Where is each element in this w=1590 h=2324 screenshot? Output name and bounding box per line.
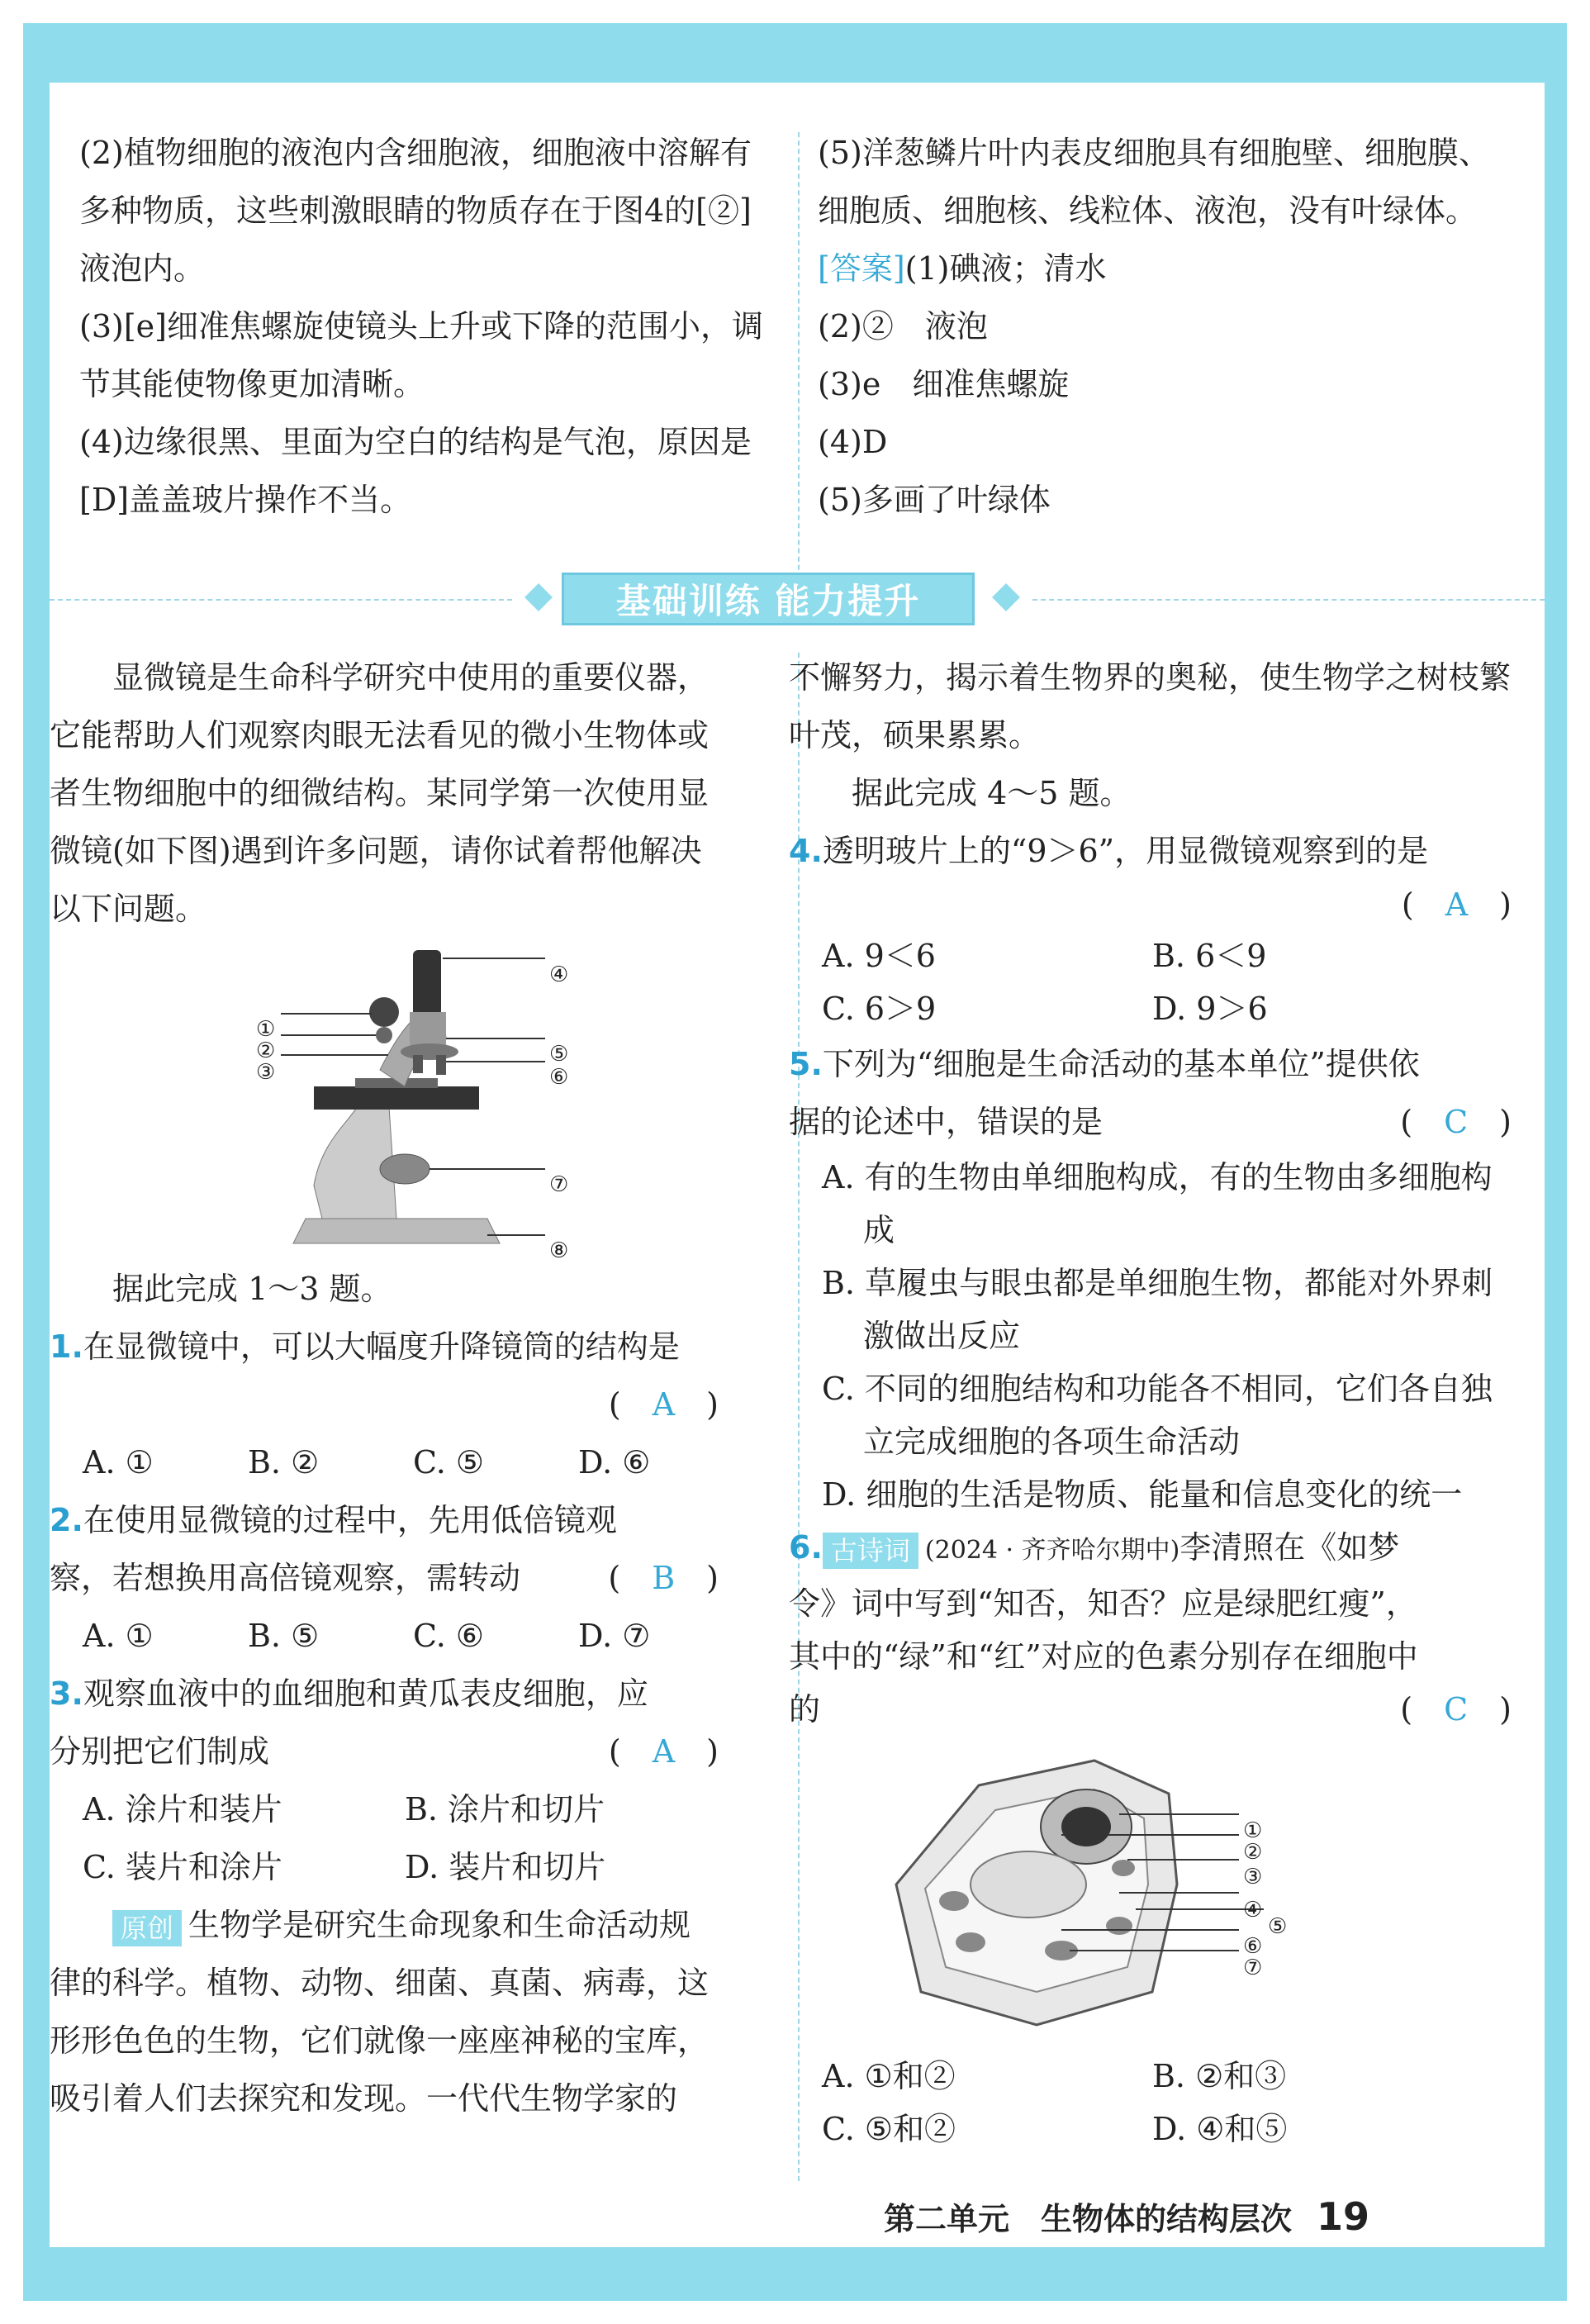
- lead-4-5: 据此完成 4～5 题。: [852, 775, 1132, 811]
- explanation-5: (5)洋葱鳞片叶内表皮细胞具有细胞壁、细胞膜、细胞质、细胞核、线粒体、液泡，没有叶绿体。: [818, 135, 1490, 229]
- left-top-column: [79, 124, 765, 529]
- page-footer: [884, 2193, 1369, 2239]
- answer-3: (3)e 细准焦螺旋: [818, 366, 1070, 402]
- option-5c: C. 不同的细胞结构和功能各不相同，它们各自独立完成细胞的各项生命活动: [822, 1371, 1493, 1460]
- poem-tag: 古诗词: [823, 1533, 918, 1569]
- question-2: 2.在使用显微镜的过程中，先用低倍镜观察，若想换用高倍镜观察，需转动 ( B ): [50, 1491, 719, 1607]
- answer-2: (2)② 液泡: [818, 308, 988, 345]
- cell-figure: [789, 1744, 1512, 2050]
- explanation-3: (3)[e]细准焦螺旋使镜头上升或下降的范围小，调节其能使物像更加清晰。: [79, 308, 763, 402]
- options-q5: [789, 1151, 1512, 1521]
- option-5d: D. 细胞的生活是物质、能量和信息变化的统一: [822, 1476, 1463, 1513]
- answer-5: (5)多画了叶绿体: [818, 482, 1051, 518]
- options-q1: A. ① B. ② C. ⑤ D. ⑥: [83, 1444, 651, 1480]
- column-divider-top: [798, 132, 800, 595]
- options-q4: A. 9＜6 B. 6＜9 C. 6＞9 D. 9＞6: [822, 938, 1268, 1027]
- diamond-icon: [992, 583, 1020, 611]
- page-number: 19: [1317, 2194, 1370, 2239]
- microscope-label-3: ③: [256, 1060, 276, 1085]
- question-5: 5.下列为“细胞是生命活动的基本单位”提供依据的论述中，错误的是 ( C ): [789, 1035, 1512, 1151]
- cell-label-4: ④: [1243, 1898, 1263, 1922]
- option-5b: B. 草履虫与眼虫都是单细胞生物，都能对外界刺激做出反应: [822, 1265, 1493, 1354]
- answer-q2: ( B ): [608, 1560, 719, 1596]
- diamond-icon: [524, 583, 553, 611]
- cell-label-7: ⑦: [1243, 1956, 1263, 1980]
- explanation-2: (2)植物细胞的液泡内含细胞液，细胞液中溶解有多种物质，这些刺激眼睛的物质存在于图4的[②]液泡内。: [79, 135, 752, 287]
- question-4: 4.透明玻片上的“9＞6”，用显微镜观察到的是: [789, 833, 1429, 869]
- answer-q5: ( C ): [1400, 1104, 1512, 1140]
- microscope-label-1: ①: [256, 1017, 276, 1042]
- option-5a: A. 有的生物由单细胞构成，有的生物由多细胞构成: [822, 1159, 1493, 1248]
- page-border-left: [23, 23, 50, 2301]
- page-border-bottom: [23, 2247, 1567, 2301]
- cell-label-5: ⑤: [1268, 1914, 1288, 1939]
- right-column: [789, 649, 1512, 2155]
- cell-label-3: ③: [1243, 1865, 1263, 1889]
- answer-q6: ( C ): [1400, 1691, 1512, 1728]
- question-source: (2024 · 齐齐哈尔期中): [924, 1536, 1180, 1565]
- explanation-4: (4)边缘很黑、里面为空白的结构是气泡，原因是[D]盖盖玻片操作不当。: [79, 424, 752, 518]
- question-1: 1.在显微镜中，可以大幅度升降镜筒的结构是: [50, 1328, 680, 1365]
- answer-q1: ( A ): [608, 1386, 719, 1423]
- answer-q4: ( A ): [1401, 886, 1512, 923]
- banner-line-right: [1032, 599, 1545, 601]
- microscope-label-4: ④: [549, 962, 569, 987]
- original-tag: 原创: [112, 1910, 182, 1946]
- answer-q3: ( A ): [608, 1733, 719, 1770]
- cell-label-2: ②: [1243, 1840, 1263, 1865]
- microscope-label-7: ⑦: [549, 1172, 569, 1197]
- intro-paragraph: 显微镜是生命科学研究中使用的重要仪器，它能帮助人们观察肉眼无法看见的微小生物体或者生物细胞中的细微结构。某同学第一次使用显微镜(如下图)遇到许多问题，请你试着帮他解决以下问题。: [50, 659, 710, 927]
- page-border-top: [23, 23, 1567, 83]
- section-banner: [50, 558, 1545, 640]
- answer-1: (1)碘液；清水: [904, 250, 1107, 287]
- page: [50, 83, 1545, 2247]
- right-top-column: [818, 124, 1512, 529]
- microscope-figure: [50, 946, 719, 1263]
- lead-1-3: 据此完成 1～3 题。: [112, 1271, 392, 1307]
- section-title: 基础训练 能力提升: [562, 573, 975, 625]
- microscope-label-5: ⑤: [549, 1042, 569, 1067]
- question-3: 3.观察血液中的血细胞和黄瓜表皮细胞，应分别把它们制成 ( A ): [50, 1665, 719, 1780]
- microscope-label-2: ②: [256, 1038, 276, 1063]
- answer-tag: [答案]: [818, 250, 905, 287]
- options-q6: A. ①和② B. ②和③ C. ⑤和② D. ④和⑤: [822, 2058, 1288, 2147]
- cell-label-1: ①: [1243, 1818, 1263, 1843]
- options-q2: A. ① B. ⑤ C. ⑥ D. ⑦: [83, 1618, 651, 1654]
- answer-4: (4)D: [818, 424, 888, 460]
- question-6: 6. 古诗词 (2024 · 齐齐哈尔期中)李清照在《如梦令》词中写到“知否，知否？应是绿肥红瘦”，其中的“绿”和“红”对应的色素分别存在细胞中的 ( C ): [789, 1521, 1512, 1736]
- passage-continued: 不懈努力，揭示着生物界的奥秘，使生物学之树枝繁叶茂，硕果累累。: [789, 659, 1512, 753]
- answer-block: [818, 240, 1512, 297]
- options-q3: A. 涂片和装片 B. 涂片和切片 C. 装片和涂片 D. 装片和切片: [83, 1791, 606, 1885]
- banner-line-left: [50, 599, 512, 601]
- cell-label-6: ⑥: [1243, 1934, 1263, 1959]
- microscope-label-8: ⑧: [549, 1238, 569, 1263]
- plant-cell-icon: [789, 1744, 1512, 2050]
- original-passage: 原创 生物学是研究生命现象和生命活动规律的科学。植物、动物、细菌、真菌、病毒，这形形色色的生物，它们就像一座座神秘的宝库，吸引着人们去探究和发现。一代代生物学家的: [50, 1907, 710, 2117]
- microscope-icon: [50, 946, 719, 1260]
- unit-title: 第二单元 生物体的结构层次: [884, 2201, 1293, 2237]
- left-column: [50, 649, 719, 2127]
- microscope-label-6: ⑥: [549, 1065, 569, 1090]
